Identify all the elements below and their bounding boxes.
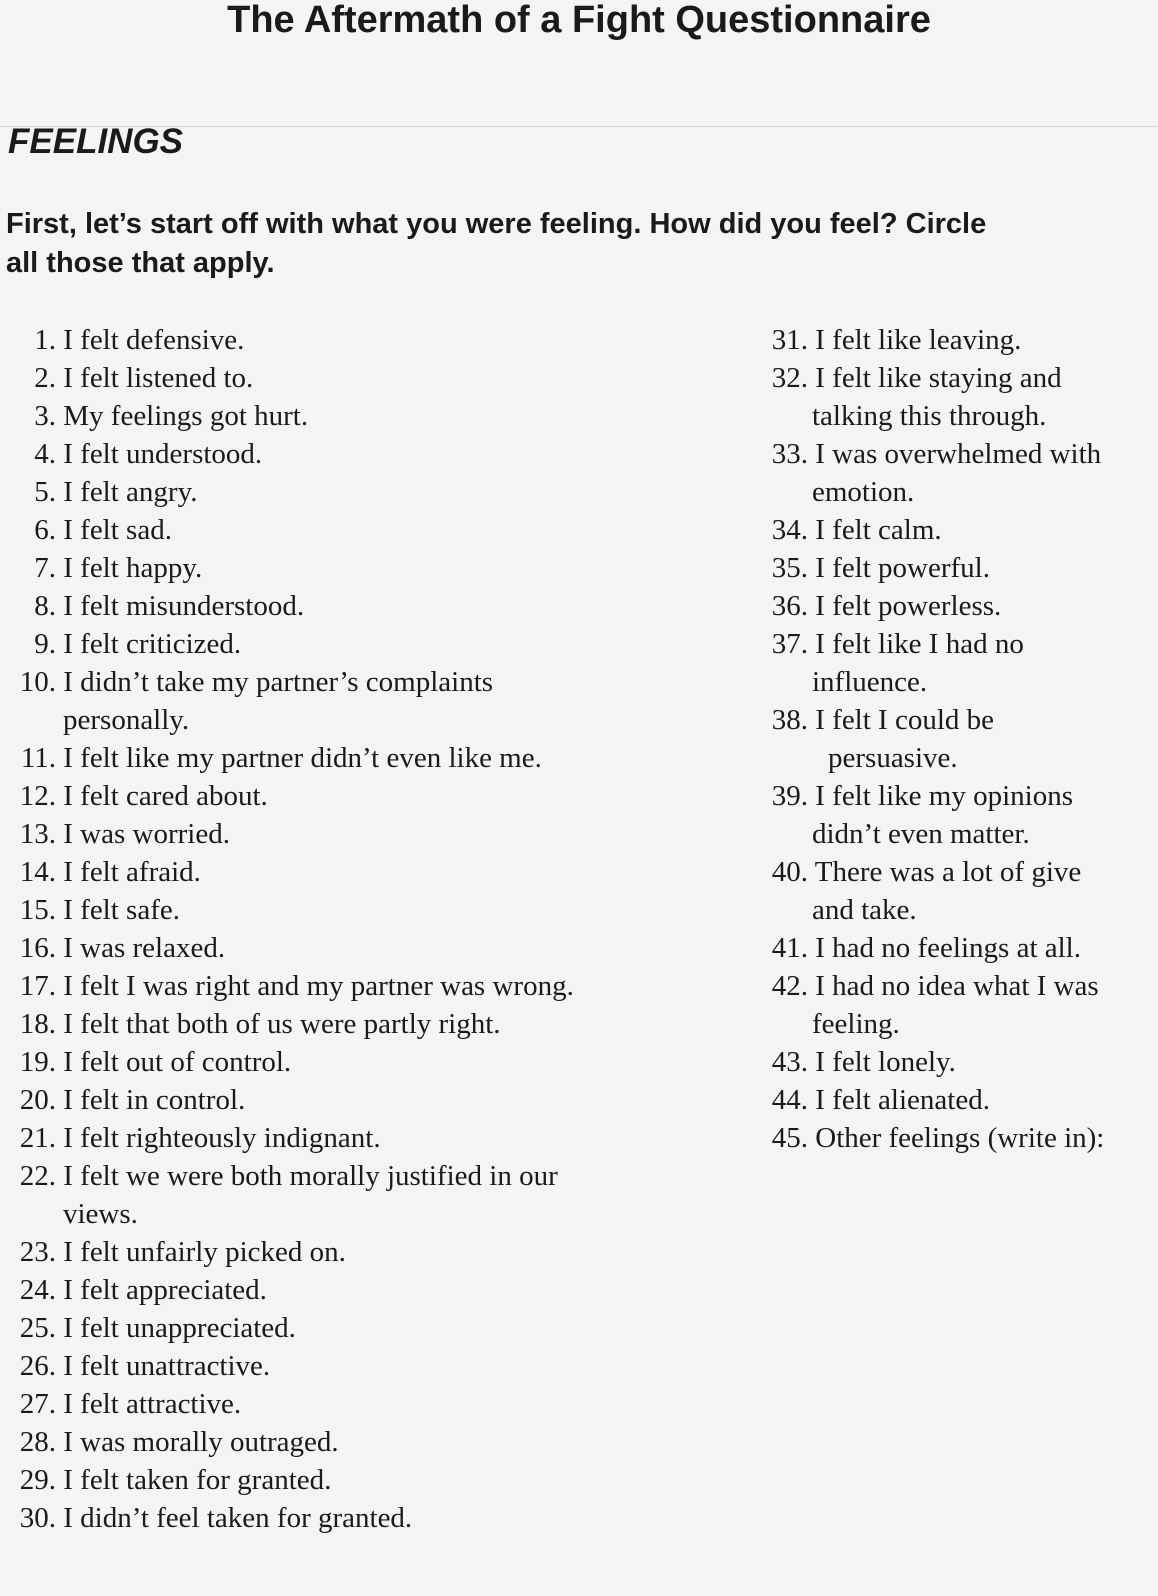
item-text: I felt angry. (63, 476, 198, 508)
item-number: 18. (19, 1008, 56, 1040)
feeling-item-continuation (770, 1005, 1158, 1043)
feeling-item[interactable] (0, 929, 660, 967)
item-text: I felt in control. (63, 1084, 246, 1116)
item-text: I had no idea what I was (815, 970, 1099, 1002)
page-title: The Aftermath of a Fight Questionnaire (227, 0, 931, 41)
item-text: I felt lonely. (815, 1046, 956, 1078)
item-text: I felt like leaving. (815, 324, 1022, 356)
feeling-item[interactable] (0, 663, 660, 739)
feeling-item-line (0, 1157, 660, 1195)
item-number: 3. (34, 400, 56, 432)
feeling-item-line (770, 359, 1158, 397)
feeling-item[interactable] (0, 1233, 660, 1271)
item-text: I felt like I had no (815, 628, 1024, 660)
feeling-item-line (0, 435, 660, 473)
feeling-item-line (770, 511, 1158, 549)
item-number: 44. (771, 1084, 808, 1116)
item-number: 24. (19, 1274, 56, 1306)
feeling-item-line (770, 967, 1158, 1005)
feeling-item-line (0, 1423, 660, 1461)
item-number: 45. (771, 1122, 808, 1154)
item-number: 21. (19, 1122, 56, 1154)
feeling-item-continuation (0, 1195, 660, 1233)
item-number: 26. (19, 1350, 56, 1382)
item-text: I felt taken for granted. (63, 1464, 332, 1496)
item-text: I felt misunderstood. (63, 590, 305, 622)
item-number: 38. (771, 704, 808, 736)
item-number: 42. (771, 970, 808, 1002)
item-number: 34. (771, 514, 808, 546)
feeling-item-line (0, 1119, 660, 1157)
feeling-item[interactable] (770, 1081, 1158, 1119)
feeling-item[interactable] (0, 473, 660, 511)
feeling-item[interactable] (0, 1043, 660, 1081)
feeling-item-line (0, 663, 660, 701)
feeling-item-continuation (770, 739, 1158, 777)
item-number: 5. (34, 476, 56, 508)
feeling-item-continuation (770, 891, 1158, 929)
feeling-item-continuation (770, 815, 1158, 853)
item-text: I felt attractive. (63, 1388, 242, 1420)
feeling-item[interactable] (0, 1461, 660, 1499)
feeling-item[interactable] (770, 435, 1158, 511)
item-number: 9. (34, 628, 56, 660)
item-text: I felt happy. (63, 552, 203, 584)
feeling-item[interactable] (0, 1499, 660, 1537)
feeling-item[interactable] (0, 625, 660, 663)
feeling-item-line (770, 625, 1158, 663)
item-number: 17. (19, 970, 56, 1002)
item-text: I felt sad. (63, 514, 172, 546)
feeling-item[interactable] (0, 587, 660, 625)
feeling-item[interactable] (0, 1309, 660, 1347)
item-text: I felt I was right and my partner was wrong. (63, 970, 574, 1002)
feeling-item-line (0, 1347, 660, 1385)
item-text: I felt unappreciated. (63, 1312, 296, 1344)
item-text: didn’t even matter. (812, 818, 1030, 850)
feeling-item-continuation (770, 473, 1158, 511)
item-text: influence. (812, 666, 928, 698)
instructions-line: First, let’s start off with what you were feeling. How did you feel? Circle (6, 208, 987, 240)
item-text: I felt powerless. (815, 590, 1002, 622)
item-number: 16. (19, 932, 56, 964)
feeling-item-line (770, 587, 1158, 625)
item-text: I felt righteously indignant. (63, 1122, 381, 1154)
item-text: I felt we were both morally justified in our (63, 1160, 558, 1192)
item-number: 4. (34, 438, 56, 470)
item-text: I felt powerful. (815, 552, 990, 584)
feeling-item[interactable] (0, 1385, 660, 1423)
feeling-item[interactable] (770, 701, 1158, 777)
feeling-item[interactable] (770, 1043, 1158, 1081)
item-text: I felt I could be (815, 704, 995, 736)
feeling-item-line (770, 1119, 1158, 1157)
item-number: 32. (771, 362, 808, 394)
item-number: 7. (34, 552, 56, 584)
item-number: 13. (19, 818, 56, 850)
feeling-item-line (0, 1499, 660, 1537)
item-text: I felt unattractive. (63, 1350, 271, 1382)
feeling-item[interactable] (770, 511, 1158, 549)
feeling-item-line (0, 1461, 660, 1499)
feeling-item[interactable] (770, 853, 1158, 929)
item-number: 37. (771, 628, 808, 660)
feeling-item-continuation (770, 663, 1158, 701)
feeling-item-line (770, 321, 1158, 359)
feeling-item-line (0, 1233, 660, 1271)
item-text: I felt listened to. (63, 362, 254, 394)
item-number: 41. (771, 932, 808, 964)
feeling-item-line (0, 853, 660, 891)
feeling-item-line (0, 777, 660, 815)
feeling-item-line (770, 929, 1158, 967)
feeling-item[interactable] (0, 1119, 660, 1157)
feeling-item[interactable] (0, 321, 660, 359)
feeling-item[interactable] (0, 1271, 660, 1309)
item-text: I felt calm. (815, 514, 942, 546)
item-text: I was morally outraged. (63, 1426, 339, 1458)
feeling-item[interactable] (770, 777, 1158, 853)
feeling-item-line (0, 359, 660, 397)
feeling-item[interactable] (0, 511, 660, 549)
feeling-item-continuation (770, 397, 1158, 435)
item-text: emotion. (812, 476, 915, 508)
item-number: 39. (771, 780, 808, 812)
item-text: I didn’t take my partner’s complaints (63, 666, 494, 698)
instructions (6, 205, 1156, 283)
feeling-item-line (0, 1385, 660, 1423)
feeling-item-line (0, 815, 660, 853)
item-number: 29. (19, 1464, 56, 1496)
feeling-item-line (0, 1309, 660, 1347)
item-text: views. (63, 1198, 138, 1230)
feeling-item[interactable] (770, 549, 1158, 587)
feeling-item[interactable] (0, 739, 660, 777)
item-number: 6. (34, 514, 56, 546)
feeling-item-line (0, 1271, 660, 1309)
feeling-item[interactable] (0, 1157, 660, 1233)
feeling-item[interactable] (770, 321, 1158, 359)
item-number: 31. (771, 324, 808, 356)
feeling-item[interactable] (0, 1347, 660, 1385)
feeling-item-line (0, 1005, 660, 1043)
feeling-item[interactable] (770, 359, 1158, 435)
item-text: I felt out of control. (63, 1046, 292, 1078)
item-text: I felt understood. (63, 438, 263, 470)
item-number: 36. (771, 590, 808, 622)
feeling-item[interactable] (770, 1119, 1158, 1157)
instructions-line: all those that apply. (6, 247, 275, 279)
item-number: 1. (34, 324, 56, 356)
feeling-item-line (770, 777, 1158, 815)
feeling-item[interactable] (770, 967, 1158, 1043)
item-text: I had no feelings at all. (815, 932, 1081, 964)
item-number: 40. (771, 856, 808, 888)
feeling-item[interactable] (0, 549, 660, 587)
item-text: I felt afraid. (63, 856, 201, 888)
item-number: 14. (19, 856, 56, 888)
item-number: 12. (19, 780, 56, 812)
feeling-item-line (770, 701, 1158, 739)
item-text: I was relaxed. (63, 932, 226, 964)
item-text: personally. (63, 704, 190, 736)
item-number: 22. (19, 1160, 56, 1192)
feeling-item[interactable] (770, 587, 1158, 625)
feeling-item-line (0, 891, 660, 929)
feeling-item-line (770, 1081, 1158, 1119)
feeling-item[interactable] (0, 435, 660, 473)
feeling-item-line (770, 549, 1158, 587)
item-text: I felt defensive. (63, 324, 245, 356)
item-text: persuasive. (828, 742, 958, 774)
feeling-item-line (770, 853, 1158, 891)
feelings-list-right (770, 321, 1158, 1157)
item-number: 19. (19, 1046, 56, 1078)
feeling-item[interactable] (0, 853, 660, 891)
feeling-item-line (0, 739, 660, 777)
item-text: I felt safe. (63, 894, 180, 926)
feelings-list-left (0, 321, 660, 1537)
feeling-item[interactable] (0, 777, 660, 815)
feeling-item-line (0, 397, 660, 435)
item-text: I felt like staying and (815, 362, 1062, 394)
feeling-item-line (0, 549, 660, 587)
item-text: I felt criticized. (63, 628, 242, 660)
section-heading: FEELINGS (8, 122, 184, 161)
item-text: and take. (812, 894, 917, 926)
item-text: There was a lot of give (814, 856, 1082, 888)
item-number: 27. (19, 1388, 56, 1420)
item-text: I felt like my partner didn’t even like me. (63, 742, 542, 774)
feeling-item[interactable] (770, 929, 1158, 967)
feeling-item-line (0, 1043, 660, 1081)
item-text: I was overwhelmed with (815, 438, 1102, 470)
feeling-item[interactable] (0, 1423, 660, 1461)
item-text: I felt alienated. (815, 1084, 990, 1116)
item-text: feeling. (812, 1008, 900, 1040)
item-number: 35. (771, 552, 808, 584)
item-number: 15. (19, 894, 56, 926)
item-number: 2. (34, 362, 56, 394)
item-number: 10. (19, 666, 56, 698)
item-text: I didn’t feel taken for granted. (63, 1502, 413, 1534)
feeling-item[interactable] (0, 967, 660, 1005)
item-number: 23. (19, 1236, 56, 1268)
item-number: 25. (19, 1312, 56, 1344)
feeling-item-line (0, 1081, 660, 1119)
item-number: 33. (771, 438, 808, 470)
item-number: 8. (34, 590, 56, 622)
item-text: I felt cared about. (63, 780, 268, 812)
item-text: I felt appreciated. (63, 1274, 267, 1306)
feeling-item-continuation (0, 701, 660, 739)
item-text: talking this through. (812, 400, 1047, 432)
item-number: 30. (19, 1502, 56, 1534)
feeling-item[interactable] (770, 625, 1158, 701)
feeling-item-line (770, 435, 1158, 473)
feeling-item-line (0, 511, 660, 549)
feeling-item-line (770, 1043, 1158, 1081)
item-number: 20. (19, 1084, 56, 1116)
item-number: 11. (20, 742, 56, 774)
item-number: 43. (771, 1046, 808, 1078)
feeling-item-line (0, 321, 660, 359)
feeling-item-line (0, 625, 660, 663)
item-number: 28. (19, 1426, 56, 1458)
item-text: Other feelings (write in): (815, 1122, 1105, 1154)
item-text: I felt unfairly picked on. (63, 1236, 346, 1268)
feeling-item[interactable] (0, 359, 660, 397)
feeling-item-line (0, 473, 660, 511)
item-text: I felt that both of us were partly right. (63, 1008, 501, 1040)
feeling-item[interactable] (0, 815, 660, 853)
feeling-item-line (0, 929, 660, 967)
feeling-item-line (0, 587, 660, 625)
feeling-item[interactable] (0, 1005, 660, 1043)
item-text: My feelings got hurt. (63, 400, 309, 432)
item-text: I felt like my opinions (815, 780, 1073, 812)
feeling-item[interactable] (0, 1081, 660, 1119)
feeling-item-line (0, 967, 660, 1005)
item-text: I was worried. (63, 818, 230, 850)
feeling-item[interactable] (0, 891, 660, 929)
feeling-item[interactable] (0, 397, 660, 435)
